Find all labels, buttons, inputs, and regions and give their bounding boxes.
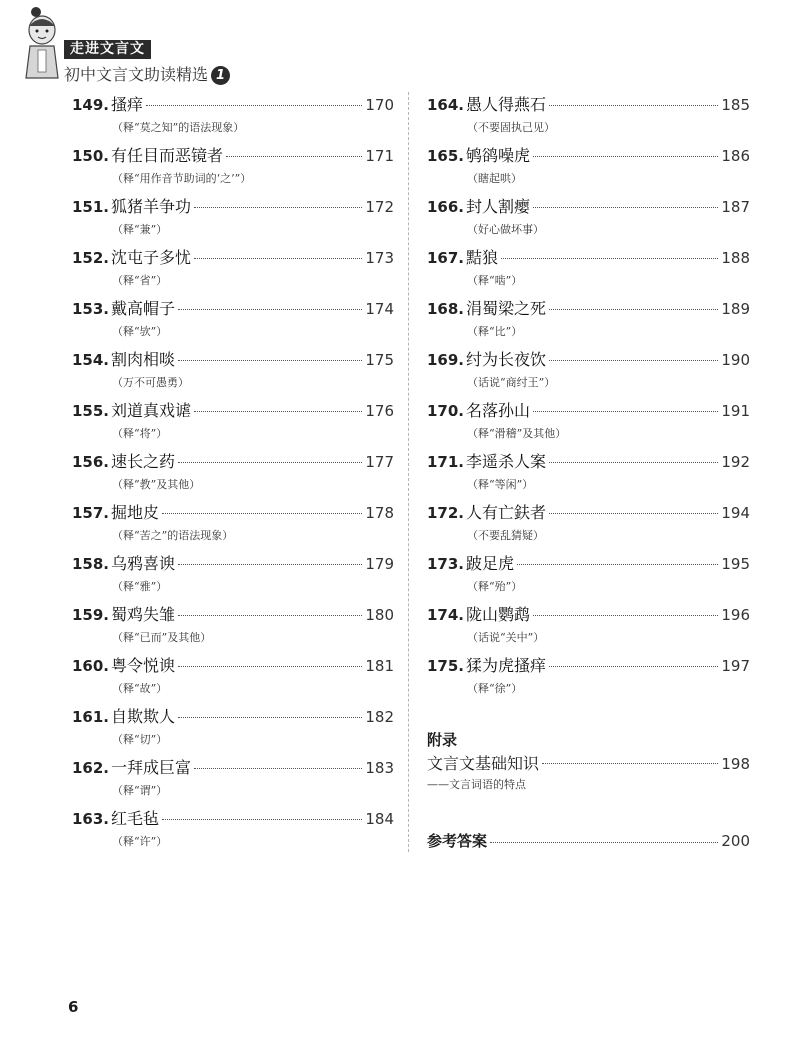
leader-dots [549,308,718,310]
toc-entry-line [72,398,394,424]
toc-entry[interactable] [427,602,750,653]
toc-entry-line [72,296,394,322]
reference-page: 200 [721,832,750,850]
entry-title: 沈屯子多忧 [111,248,192,267]
entry-page: 174 [365,300,394,318]
toc-entry[interactable] [427,449,750,500]
toc-entry[interactable] [427,500,750,551]
toc-entry[interactable] [72,194,394,245]
toc-entry-line [427,449,750,475]
entry-page: 175 [365,351,394,369]
entry-subtitle: （释“将”） [112,427,168,440]
toc-entry[interactable] [427,245,750,296]
entry-number: 158. [72,555,110,573]
entry-number: 167. [427,249,465,267]
toc-entry[interactable] [72,398,394,449]
entry-subtitle: （不要固执己见） [467,121,555,134]
entry-page: 194 [721,504,750,522]
entry-subtitle: （话说“商纣王”） [467,376,556,389]
entry-number: 155. [72,402,110,420]
toc-entry-line [72,704,394,730]
toc-entry-line [72,92,394,118]
toc-entry-line [427,143,750,169]
entry-number: 152. [72,249,110,267]
entry-title: 陇山鹦鹉 [466,605,531,624]
toc-entry-line [72,806,394,832]
entry-page: 186 [721,147,750,165]
entry-number: 157. [72,504,110,522]
entry-subtitle: （释“殆”） [467,580,523,593]
entry-page: 182 [365,708,394,726]
entry-title: 红毛毡 [111,809,160,828]
entry-title: 刘道真戏谑 [111,401,192,420]
entry-number: 160. [72,657,110,675]
entry-page: 191 [721,402,750,420]
entry-subtitle: （瞎起哄） [467,172,522,185]
appendix-section [427,729,750,795]
entry-number: 172. [427,504,465,522]
leader-dots [533,206,718,208]
entry-page: 189 [721,300,750,318]
entry-page: 172 [365,198,394,216]
entry-subtitle: （释“滑稽”及其他） [467,427,567,440]
toc-entry-line [427,245,750,271]
entry-title: 李遥杀人案 [466,452,547,471]
toc-entry[interactable] [72,347,394,398]
leader-dots [533,614,718,616]
series-label: 走进文言文 [64,40,151,59]
entry-subtitle: （释“等闲”） [467,478,534,491]
entry-page: 188 [721,249,750,267]
entry-title: 封人割瘿 [466,197,531,216]
toc-left-column [72,92,394,857]
entry-page: 187 [721,198,750,216]
mascot-icon [22,6,62,82]
page-number: 6 [68,998,79,1016]
toc-entry[interactable] [72,245,394,296]
entry-number: 173. [427,555,465,573]
entry-title: 有任目而恶镜者 [111,146,224,165]
leader-dots [549,665,718,667]
entry-subtitle: （好心做坏事） [467,223,544,236]
leader-dots [194,206,362,208]
toc-entry[interactable] [427,398,750,449]
toc-entry-line [427,398,750,424]
toc-entry[interactable] [427,296,750,347]
entry-title: 跛足虎 [466,554,515,573]
entry-title: 戴高帽子 [111,299,176,318]
entry-subtitle: （释“雅”） [112,580,168,593]
entry-title: 掘地皮 [111,503,160,522]
entry-number: 156. [72,453,110,471]
book-title [64,62,230,85]
entry-subtitle: （不要乱猜疑） [467,529,544,542]
leader-dots [178,461,362,463]
entry-title: 搔痒 [111,95,144,114]
entry-subtitle: （万不可愚勇） [112,376,189,389]
entry-title: 愚人得燕石 [466,95,547,114]
appendix-title: 文言文基础知识 [427,754,540,773]
toc-entry-line [427,500,750,526]
leader-dots [162,512,362,514]
leader-dots [490,841,718,843]
entry-subtitle: （释“教”及其他） [112,478,201,491]
toc-entry-line [427,347,750,373]
entry-number: 149. [72,96,110,114]
entry-number: 154. [72,351,110,369]
book-title-text: 初中文言文助读精选 [64,65,209,84]
toc-entry-line [427,653,750,679]
entry-title: 人有亡鈇者 [466,503,547,522]
toc-entry[interactable] [427,92,750,143]
entry-page: 190 [721,351,750,369]
toc-entry[interactable] [72,755,394,806]
entry-title: 涓蜀梁之死 [466,299,547,318]
entry-page: 185 [721,96,750,114]
leader-dots [549,104,718,106]
entry-number: 165. [427,147,465,165]
column-divider [408,92,409,852]
entry-number: 151. [72,198,110,216]
toc-entry-line [72,755,394,781]
appendix-page: 198 [721,755,750,773]
leader-dots [146,104,362,106]
entry-page: 173 [365,249,394,267]
toc-entry-line [72,143,394,169]
toc-entry[interactable] [72,143,394,194]
entry-title: 狐猪羊争功 [111,197,192,216]
entry-page: 184 [365,810,394,828]
toc-entry-line [427,296,750,322]
toc-entry[interactable] [72,500,394,551]
toc-entry-line [72,245,394,271]
toc-entry-line [72,602,394,628]
entry-subtitle: （释“已而”及其他） [112,631,212,644]
entry-page: 176 [365,402,394,420]
entry-page: 192 [721,453,750,471]
entry-subtitle: （释“谓”） [112,784,168,797]
toc-entry[interactable] [72,92,394,143]
entry-number: 163. [72,810,110,828]
entry-subtitle: （释“莫之知”的语法现象） [112,121,245,134]
toc-entry[interactable] [72,551,394,602]
entry-subtitle: （释“许”） [112,835,168,848]
toc-entry[interactable] [72,704,394,755]
entry-subtitle: （话说“关中”） [467,631,545,644]
entry-subtitle: （释“切”） [112,733,168,746]
entry-title: 鸲鹆噪虎 [466,146,531,165]
entry-title: 猱为虎搔痒 [466,656,547,675]
leader-dots [533,155,718,157]
entry-subtitle: （释“用作音节助词的‘之’”） [112,172,252,185]
entry-number: 150. [72,147,110,165]
entry-number: 168. [427,300,465,318]
toc-entry[interactable] [427,347,750,398]
toc-entry-line [427,551,750,577]
page-header [0,0,790,90]
entry-page: 196 [721,606,750,624]
entry-title: 名落孙山 [466,401,531,420]
entry-title: 一拜成巨富 [111,758,192,777]
entry-title: 黠狼 [466,248,499,267]
toc-entry-line [427,602,750,628]
leader-dots [194,767,362,769]
entry-title: 自欺欺人 [111,707,176,726]
toc-entry[interactable] [72,296,394,347]
entry-subtitle: （释“故”） [112,682,168,695]
entry-subtitle: （释“欤”） [112,325,168,338]
entry-subtitle: （释“比”） [467,325,523,338]
leader-dots [178,308,362,310]
entry-number: 169. [427,351,465,369]
appendix-heading: 附录 [427,731,458,749]
leader-dots [178,614,362,616]
entry-title: 蜀鸡失雏 [111,605,176,624]
leader-dots [542,762,718,764]
entry-title: 速长之药 [111,452,176,471]
entry-page: 177 [365,453,394,471]
toc-entry[interactable] [427,143,750,194]
entry-subtitle: （释“徐”） [467,682,523,695]
entry-page: 179 [365,555,394,573]
toc-entry-line [427,194,750,220]
appendix-subtitle: ——文言词语的特点 [427,778,526,791]
toc-entry[interactable] [427,194,750,245]
entry-page: 178 [365,504,394,522]
entry-subtitle: （释“啮”） [467,274,523,287]
entry-number: 170. [427,402,465,420]
entry-page: 170 [365,96,394,114]
leader-dots [178,665,362,667]
toc-entry[interactable] [72,806,394,857]
entry-number: 174. [427,606,465,624]
entry-page: 183 [365,759,394,777]
volume-badge: 1 [211,66,230,85]
entry-page: 171 [365,147,394,165]
entry-title: 纣为长夜饮 [466,350,547,369]
entry-number: 159. [72,606,110,624]
entry-page: 197 [721,657,750,675]
leader-dots [549,512,718,514]
leader-dots [194,410,362,412]
toc-entry[interactable] [427,551,750,602]
entry-number: 162. [72,759,110,777]
entry-title: 乌鸦喜谀 [111,554,176,573]
leader-dots [178,563,362,565]
reference-entry[interactable] [427,830,750,854]
entry-subtitle: （释“苦之”的语法现象） [112,529,234,542]
entry-page: 195 [721,555,750,573]
entry-number: 164. [427,96,465,114]
leader-dots [549,461,718,463]
leader-dots [517,563,718,565]
toc-entry[interactable] [72,602,394,653]
entry-number: 175. [427,657,465,675]
leader-dots [226,155,362,157]
reference-section [427,830,750,854]
entry-number: 166. [427,198,465,216]
entry-number: 153. [72,300,110,318]
entry-number: 161. [72,708,110,726]
leader-dots [533,410,718,412]
toc-entry-line [72,551,394,577]
toc-entry-line [72,653,394,679]
toc-entry[interactable] [72,449,394,500]
toc-right-column [427,92,750,704]
toc-entry-line [72,347,394,373]
leader-dots [162,818,362,820]
leader-dots [178,716,362,718]
toc-entry-line [427,92,750,118]
entry-title: 割肉相啖 [111,350,176,369]
entry-page: 180 [365,606,394,624]
appendix-entry[interactable] [427,751,750,775]
entry-number: 171. [427,453,465,471]
reference-title: 参考答案 [427,832,488,850]
leader-dots [501,257,718,259]
entry-page: 181 [365,657,394,675]
leader-dots [549,359,718,361]
toc-entry[interactable] [427,653,750,704]
toc-entry[interactable] [72,653,394,704]
leader-dots [178,359,362,361]
entry-subtitle: （释“兼”） [112,223,168,236]
toc-entry-line [72,449,394,475]
entry-subtitle: （释“省”） [112,274,168,287]
leader-dots [194,257,362,259]
entry-title: 粤令悦谀 [111,656,176,675]
toc-entry-line [72,194,394,220]
toc-entry-line [72,500,394,526]
